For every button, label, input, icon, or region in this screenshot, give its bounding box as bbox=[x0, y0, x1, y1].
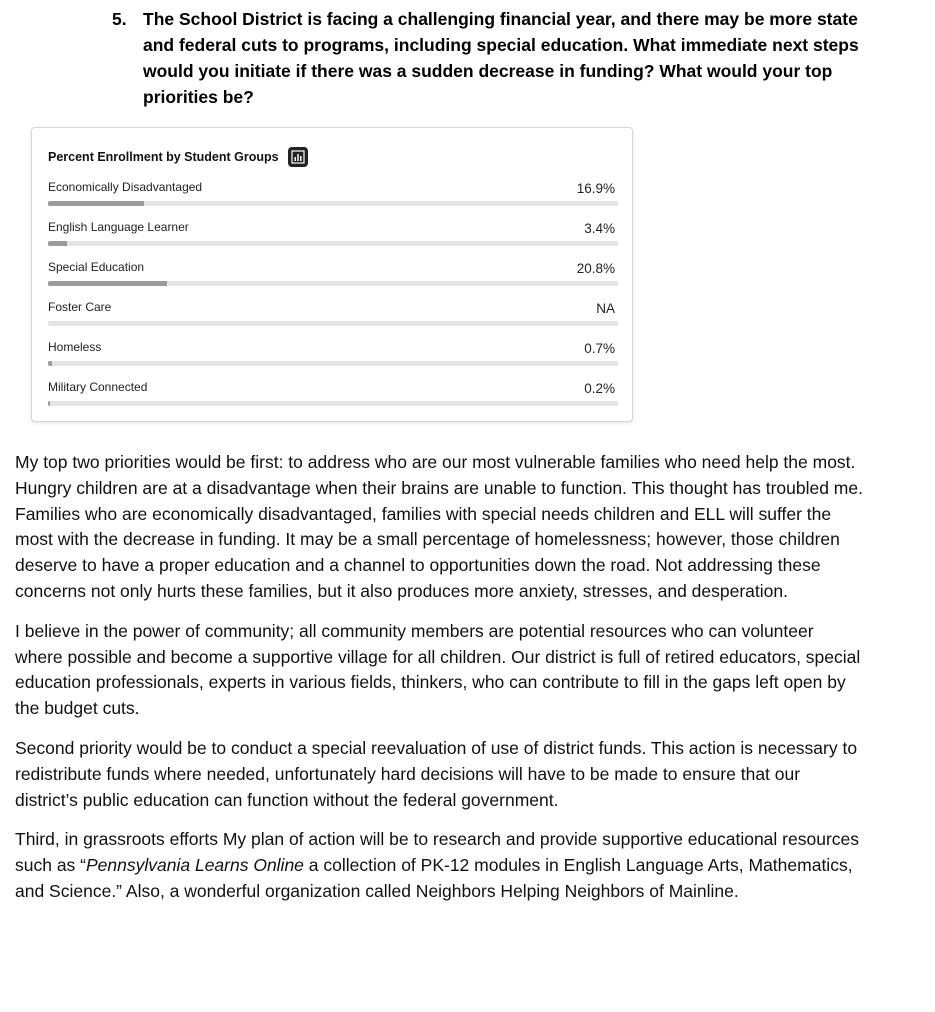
chart-row bbox=[48, 258, 618, 298]
bar-track bbox=[48, 201, 618, 206]
question-5 bbox=[112, 6, 872, 110]
paragraph-text: Third, in grassroots efforts My plan of action will be to research and provide supportive educational resources such as “ bbox=[15, 829, 859, 876]
value-label: 0.7% bbox=[584, 341, 615, 356]
bar-track bbox=[48, 361, 618, 366]
resource-title: Pennsylvania Learns Online bbox=[86, 855, 304, 876]
response-paragraph: My top two priorities would be first: to address who are our most vulnerable families who need help the most. Hungry children are at a disadvantage when their brains are unable to function. This thought has troubled me. Families who are economically disadvantaged, families with special needs children and ELL will suffer the most with the decrease in funding. It may be a small percentage of homelessness; however, those children deserve to have a proper education and a channel to opportunities down the road. Not addressing these concerns not only hurts these families, but it also produces more anxiety, stresses, and desperation. bbox=[15, 452, 863, 601]
response-paragraph: Second priority would be to conduct a special reevaluation of use of district funds. This action is necessary to redistribute funds where needed, unfortunately hard decisions will have to be made to ensure that our district’s public education can function without the federal government. bbox=[15, 737, 858, 810]
chart-title: Percent Enrollment by Student Groups bbox=[48, 150, 279, 164]
value-label: 16.9% bbox=[576, 181, 615, 196]
response-text bbox=[15, 450, 865, 919]
bar-track bbox=[48, 241, 618, 246]
category-label: English Language Learner bbox=[48, 220, 189, 234]
category-label: Military Connected bbox=[48, 380, 148, 394]
value-label: 0.2% bbox=[584, 381, 615, 396]
value-label: 20.8% bbox=[576, 261, 615, 276]
category-label: Foster Care bbox=[48, 300, 112, 314]
chart-row bbox=[48, 338, 618, 378]
chart-row bbox=[48, 218, 618, 258]
bar-track bbox=[48, 401, 618, 406]
bar-chart-icon[interactable] bbox=[288, 147, 308, 167]
chart-rows bbox=[48, 178, 618, 418]
value-label: 3.4% bbox=[584, 221, 615, 236]
bar-fill bbox=[48, 241, 67, 246]
bar-fill bbox=[48, 201, 144, 206]
paragraph-text: a collection of PK-12 modules in English Language Arts, Mathematics, and Science.” Also, a wonderful organization called Neighbors Helping Neighbors of Mainline. bbox=[15, 855, 853, 901]
chart-row bbox=[48, 178, 618, 218]
enrollment-chart-card bbox=[31, 127, 633, 422]
bar-fill bbox=[48, 401, 50, 406]
chart-row bbox=[48, 298, 618, 338]
question-number: 5. bbox=[112, 9, 127, 29]
response-paragraph: I believe in the power of community; all community members are potential resources who can volunteer where possible and become a supportive village for all children. Our district is full of retired educators, special education professionals, experts in various fields, thinkers, who can contribute to fill in the gaps left open by the budget cuts. bbox=[15, 620, 861, 719]
chart-row bbox=[48, 378, 618, 418]
bar-fill bbox=[48, 281, 167, 286]
bar-track bbox=[48, 281, 618, 286]
category-label: Homeless bbox=[48, 340, 102, 354]
value-label: NA bbox=[596, 301, 615, 316]
category-label: Economically Disadvantaged bbox=[48, 180, 203, 194]
response-paragraph bbox=[15, 827, 865, 904]
bar-track bbox=[48, 321, 618, 326]
bar-fill bbox=[48, 361, 52, 366]
category-label: Special Education bbox=[48, 260, 145, 274]
chart-title-row bbox=[48, 147, 308, 167]
question-text: The School District is facing a challenging financial year, and there may be more state and federal cuts to programs, including special education. What immediate next steps would you initiate if there was a sudden decrease in funding? What would your top priorities be? bbox=[143, 9, 859, 107]
